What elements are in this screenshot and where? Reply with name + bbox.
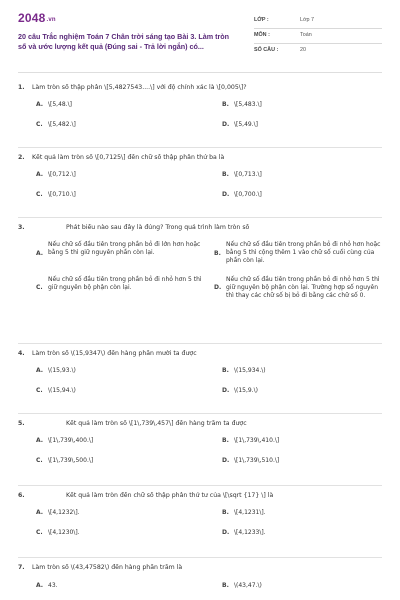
question-1 [18,78,382,148]
option-b[interactable] [222,171,382,179]
option-letter: B. [222,171,229,178]
header-divider [18,72,382,73]
option-a[interactable] [36,509,196,517]
option-letter: A. [36,249,44,257]
option-letter: D. [222,190,230,198]
option-text: \[0,710.\] [48,190,76,198]
question-number: 3. [18,224,25,231]
option-a[interactable] [36,582,196,590]
option-letter: B. [222,367,229,374]
meta-label-question-count: SỐ CÂU : [254,47,279,53]
option-text: \(15,93.\) [48,367,76,374]
option-text: \[4,1232\]. [48,509,80,516]
option-text: \[1\,739\,500.\] [48,456,94,464]
option-letter: C. [36,386,43,394]
option-text: \[4,1233\]. [234,528,266,536]
meta-value-question-count: 20 [300,47,306,53]
option-letter: D. [222,528,230,536]
option-letter: D. [222,386,230,394]
answer-options [18,509,382,536]
option-d[interactable] [222,529,382,537]
option-text: \[1\,739\,400.\] [48,437,94,444]
option-c[interactable] [36,387,196,395]
option-text: \[0,700.\] [234,190,262,198]
option-a[interactable] [36,101,196,109]
option-text: \[4,1231\]. [234,509,266,516]
option-d[interactable] [222,191,382,199]
option-text: \[1\,739\,410.\] [234,437,280,444]
answer-options [18,101,382,128]
question-text: Kết quả làm tròn đến chữ số thập phân thứ tư của \[\sqrt {17} \] là [66,492,274,499]
question-3 [18,218,382,344]
meta-value-class: Lớp 7 [300,17,315,23]
option-d[interactable] [222,121,382,129]
option-a[interactable] [36,171,196,179]
question-6 [18,486,382,558]
option-a[interactable] [36,437,196,445]
option-letter: B. [222,509,229,516]
question-stem [18,224,382,232]
option-text: \[5,483.\] [234,101,262,108]
question-stem [18,492,382,500]
option-letter: D. [222,456,230,464]
option-d[interactable] [214,276,382,301]
brand-sub: .vn [46,17,56,23]
option-letter: A. [36,509,44,516]
question-stem [18,420,382,428]
meta-row-subject [254,29,382,44]
question-number: 2. [18,154,25,161]
option-text: \(43,47.\) [234,582,262,589]
option-text: \(15,934.\) [234,367,266,374]
option-letter: C. [36,190,43,198]
option-text: \[1\,739\,510.\] [234,456,280,464]
question-stem [18,564,382,572]
option-a[interactable] [36,241,204,266]
meta-label-subject: MÔN : [254,32,270,38]
option-c[interactable] [36,457,196,465]
option-text: Nếu chữ số đầu tiên trong phần bỏ đi lớn hơn hoặc bằng 5 thì giữ nguyên phần còn lại. [48,241,201,257]
question-text: Kết quả làm tròn số \[1\,739\,457\] đến hàng trăm ta được [66,420,247,427]
option-letter: D. [222,120,230,128]
option-letter: A. [36,437,44,444]
option-text: \(15,94.\) [48,386,76,394]
answer-options [18,437,382,464]
answer-options [18,582,382,590]
question-text: Phát biểu nào sau đây là đúng? Trong quá trình làm tròn số [66,224,250,231]
option-b[interactable] [222,582,382,590]
option-text: \[5,482.\] [48,120,76,128]
option-a[interactable] [36,367,196,375]
option-letter: A. [36,367,44,374]
meta-value-subject: Toán [300,32,312,38]
meta-label-class: LỚP : [254,17,269,23]
question-number: 1. [18,84,25,91]
option-b[interactable] [222,367,382,375]
option-letter: D. [214,284,222,292]
question-text: Làm tròn số thập phân \[5,4827543....\] với độ chính xác là \[0,005\]? [32,84,247,91]
option-b[interactable] [222,437,382,445]
option-text: Nếu chữ số đầu tiên trong phần bỏ đi nhỏ hơn 5 thì giữ nguyên bộ phận còn lại. [48,275,202,291]
option-text: \[5,48.\] [48,101,72,108]
option-text: \[5,49.\] [234,120,258,128]
question-list [18,78,382,598]
question-5 [18,414,382,486]
question-text: Kết quả làm tròn số \[0,7125\] đến chữ số thập phân thứ ba là [32,154,225,161]
option-d[interactable] [222,387,382,395]
option-letter: C. [36,120,43,128]
question-number: 5. [18,420,25,427]
option-text: \[4,1230\]. [48,528,80,536]
document-header [18,12,382,64]
option-letter: B. [214,249,221,257]
option-letter: A. [36,582,44,589]
document-meta [254,14,382,58]
option-letter: C. [36,456,43,464]
brand-logo[interactable] [18,12,56,26]
question-text: Làm tròn số \(43,47582\) đến hàng phần trăm là [32,564,183,571]
question-number: 6. [18,492,25,499]
question-stem [18,350,382,358]
answer-options [18,171,382,198]
option-c[interactable] [36,276,204,301]
document-title: 20 câu Trắc nghiệm Toán 7 Chân trời sáng tạo Bài 3. Làm tròn số và ước lượng kết quả (Đúng sai - Trả lời ngắn) có... [18,32,230,51]
meta-row-question-count [254,44,382,58]
option-letter: C. [36,528,43,536]
option-text: \(15,9.\) [234,386,258,394]
option-letter: A. [36,171,44,178]
answer-options [18,367,382,394]
question-stem [18,154,382,162]
option-text: \[0,712.\] [48,171,76,178]
question-2 [18,148,382,218]
question-number: 7. [18,564,25,571]
question-stem [18,84,382,92]
option-c[interactable] [36,191,196,199]
option-b[interactable] [222,101,382,109]
option-b[interactable] [214,241,382,266]
option-text: Nếu chữ số đầu tiên trong phần bỏ đi nhỏ hơn hoặc bằng 5 thì cộng thêm 1 vào chữ số cuối cùng của phần còn lại. [226,241,381,265]
brand-main: 2048 [18,11,46,25]
option-text: \[0,713.\] [234,171,262,178]
option-text: 43. [48,582,58,589]
option-letter: A. [36,101,44,108]
option-c[interactable] [36,121,196,129]
option-b[interactable] [222,509,382,517]
option-letter: B. [222,101,229,108]
answer-options [18,241,382,300]
option-text: Nếu chữ số đầu tiên trong phần bỏ đi nhỏ hơn 5 thì giữ nguyên bộ phận còn lại. Trường hợp số nguyên thì thay các chữ số bị bỏ đi bằng các chữ số 0. [226,275,380,300]
question-number: 4. [18,350,25,357]
option-d[interactable] [222,457,382,465]
question-7 [18,558,382,598]
option-letter: C. [36,284,43,292]
meta-row-class [254,14,382,29]
option-letter: B. [222,582,229,589]
option-letter: B. [222,437,229,444]
question-text: Làm tròn số \(15,9347\) đến hàng phần mười ta được [32,350,197,357]
option-c[interactable] [36,529,196,537]
question-4 [18,344,382,414]
